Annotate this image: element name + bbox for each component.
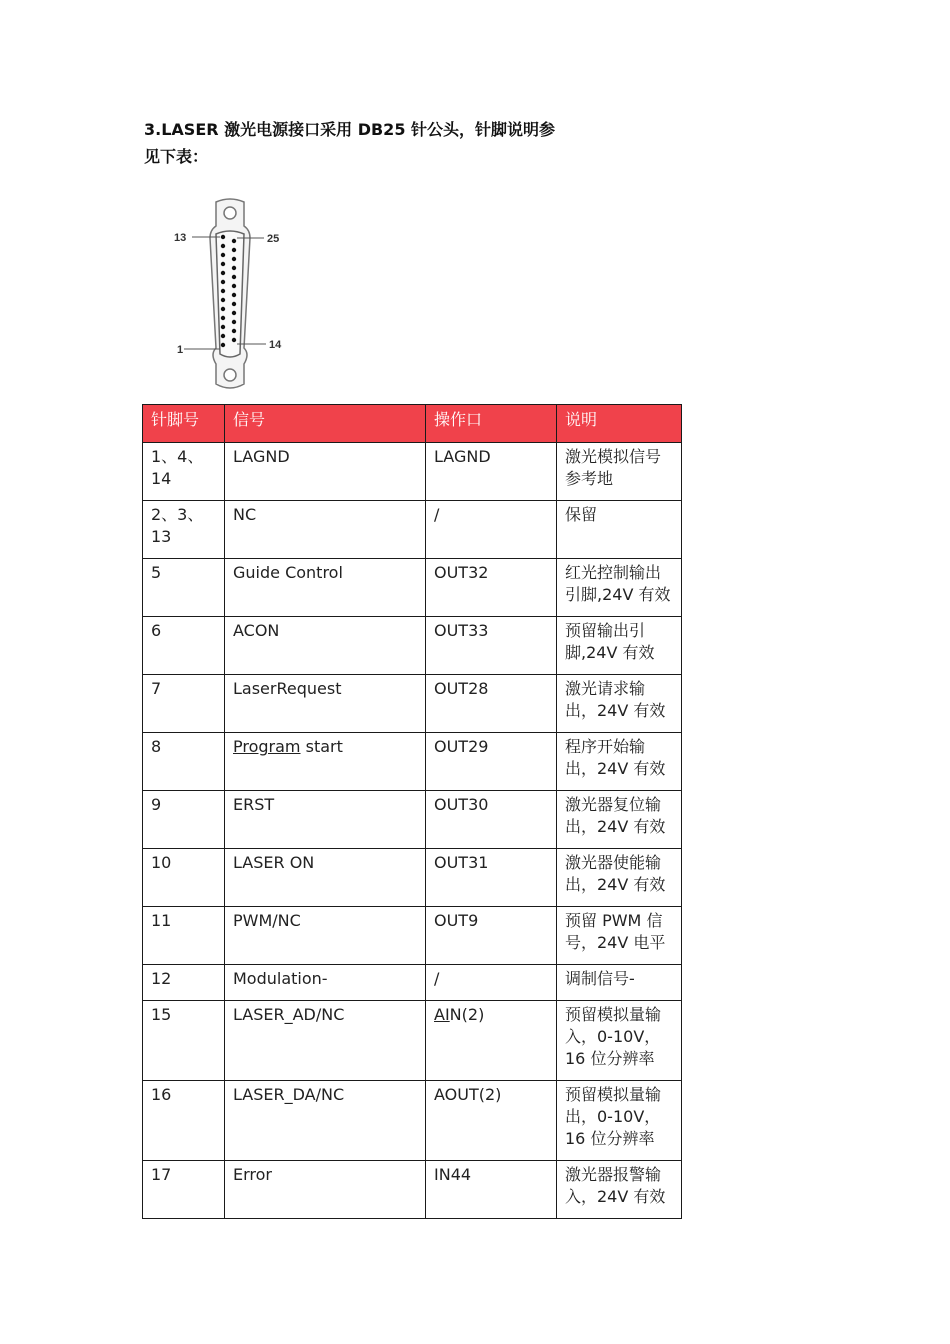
signal-cell xyxy=(225,733,426,791)
mount-hole-top xyxy=(224,207,236,219)
port-cell: OUT28 xyxy=(426,675,557,733)
description-cell: 激光模拟信号参考地 xyxy=(557,443,682,501)
port-cell: OUT30 xyxy=(426,791,557,849)
port-cell: / xyxy=(426,965,557,1001)
port-cell: OUT29 xyxy=(426,733,557,791)
header-pin: 针脚号 xyxy=(143,405,225,443)
description-cell: 激光器报警输入，24V 有效 xyxy=(557,1161,682,1219)
db25-connector-diagram xyxy=(168,196,292,392)
pin-cell: 15 xyxy=(143,1001,225,1081)
pin-cell: 11 xyxy=(143,907,225,965)
description-cell: 激光器复位输出，24V 有效 xyxy=(557,791,682,849)
table-row xyxy=(143,1001,682,1081)
signal-cell: ACON xyxy=(225,617,426,675)
signal-cell: NC xyxy=(225,501,426,559)
pin-cell: 12 xyxy=(143,965,225,1001)
header-signal: 信号 xyxy=(225,405,426,443)
section-heading xyxy=(144,116,614,170)
pin-label-25: 25 xyxy=(267,233,280,245)
description-cell: 激光请求输出，24V 有效 xyxy=(557,675,682,733)
header-description: 说明 xyxy=(557,405,682,443)
table-row xyxy=(143,965,682,1001)
port-cell xyxy=(426,1001,557,1081)
port-cell: OUT33 xyxy=(426,617,557,675)
description-cell: 激光器使能输出，24V 有效 xyxy=(557,849,682,907)
port-cell: OUT9 xyxy=(426,907,557,965)
signal-text-underlined: Program xyxy=(233,737,301,756)
description-cell: 预留 PWM 信号，24V 电平 xyxy=(557,907,682,965)
port-cell: / xyxy=(426,501,557,559)
signal-cell: ERST xyxy=(225,791,426,849)
table-row xyxy=(143,791,682,849)
connector-face xyxy=(216,231,244,357)
table-row xyxy=(143,501,682,559)
port-cell: LAGND xyxy=(426,443,557,501)
pin-cell: 1、4、14 xyxy=(143,443,225,501)
signal-text-rest: start xyxy=(300,737,343,756)
port-text-rest: N(2) xyxy=(449,1005,485,1024)
signal-cell: Error xyxy=(225,1161,426,1219)
table-row xyxy=(143,733,682,791)
signal-cell: LASER_DA/NC xyxy=(225,1081,426,1161)
pin-cell: 2、3、13 xyxy=(143,501,225,559)
signal-cell: Modulation- xyxy=(225,965,426,1001)
pin-label-14: 14 xyxy=(269,339,282,351)
heading-line-1: 3.LASER 激光电源接口采用 DB25 针公头，针脚说明参 xyxy=(144,120,556,139)
port-cell: AOUT(2) xyxy=(426,1081,557,1161)
signal-cell: LASER_AD/NC xyxy=(225,1001,426,1081)
table-row xyxy=(143,849,682,907)
table-header-row xyxy=(143,405,682,443)
description-cell: 调制信号- xyxy=(557,965,682,1001)
signal-cell: PWM/NC xyxy=(225,907,426,965)
pin-cell: 6 xyxy=(143,617,225,675)
description-cell: 保留 xyxy=(557,501,682,559)
pin-cell: 5 xyxy=(143,559,225,617)
pin-cell: 9 xyxy=(143,791,225,849)
pin-label-13: 13 xyxy=(174,232,187,244)
port-cell: OUT32 xyxy=(426,559,557,617)
table-row xyxy=(143,1081,682,1161)
table-row xyxy=(143,443,682,501)
description-cell: 红光控制输出引脚,24V 有效 xyxy=(557,559,682,617)
heading-line-2: 见下表： xyxy=(144,147,209,166)
port-cell: OUT31 xyxy=(426,849,557,907)
pin-cell: 7 xyxy=(143,675,225,733)
port-cell: IN44 xyxy=(426,1161,557,1219)
table-row xyxy=(143,1161,682,1219)
pin-table xyxy=(142,404,682,1219)
description-cell: 预留输出引脚,24V 有效 xyxy=(557,617,682,675)
header-port: 操作口 xyxy=(426,405,557,443)
pin-cell: 8 xyxy=(143,733,225,791)
port-text-underlined: AI xyxy=(434,1005,450,1024)
pin-label-1: 1 xyxy=(177,344,184,356)
table-row xyxy=(143,559,682,617)
table-row xyxy=(143,907,682,965)
signal-cell: LaserRequest xyxy=(225,675,426,733)
pin-cell: 17 xyxy=(143,1161,225,1219)
description-cell: 程序开始输出，24V 有效 xyxy=(557,733,682,791)
description-cell: 预留模拟量输入，0-10V，16 位分辨率 xyxy=(557,1001,682,1081)
table-row xyxy=(143,675,682,733)
signal-cell: LASER ON xyxy=(225,849,426,907)
mount-hole-bottom xyxy=(224,369,236,381)
table-row xyxy=(143,617,682,675)
pin-cell: 16 xyxy=(143,1081,225,1161)
pin-cell: 10 xyxy=(143,849,225,907)
description-cell: 预留模拟量输出，0-10V，16 位分辨率 xyxy=(557,1081,682,1161)
signal-cell: Guide Control xyxy=(225,559,426,617)
signal-cell: LAGND xyxy=(225,443,426,501)
